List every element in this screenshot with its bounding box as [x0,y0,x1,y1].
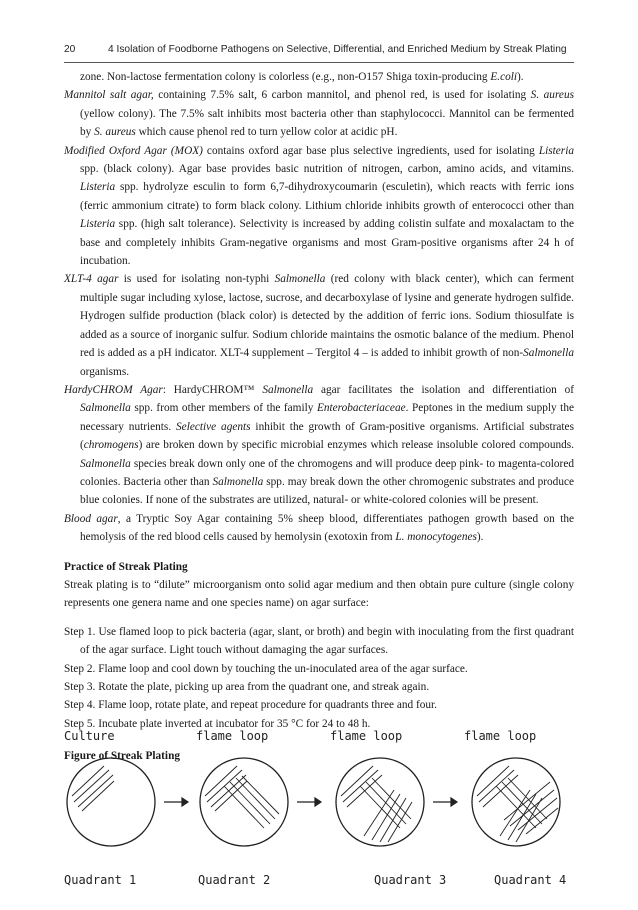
label-quadrant-2: Quadrant 2 [198,873,271,887]
label-quadrant-4: Quadrant 4 [494,873,567,887]
page-body [64,68,574,766]
plate-quadrant-4 [472,758,560,846]
paragraph-hardychrom: HardyCHROM Agar: HardyCHROM™ Salmonella agar facilitates the isolation and differentiation of Salmonella spp. from other members of the family Enterobacteriaceae. Peptones in the medium supply the necessary nutrients. Selective agents inhibit the growth of Gram-positive organisms. Artificial substrates (chromogens) are broken down by specific microbial enzymes which release insoluble colored compounds. Salmonella species break down only one of the chromogens and will produce deep pink- to magenta-colored colonies. Bacteria other than Salmonella spp. may break down the other chromogenic substrates and produce blue colonies. If none of the substrates are utilized, natural- or white-colored colonies will be present. [64,383,574,507]
plate-quadrant-2 [200,758,288,846]
paragraph-blood-agar: Blood agar, a Tryptic Soy Agar containing 5% sheep blood, differentiates pathogen growth based on the hemolysis of the red blood cells caused by hemolysin (exotoxin from L. monocytogenes). [64,512,574,544]
page-number: 20 [64,44,76,55]
streak-lines-q3 [341,766,412,842]
step-3: Step 3. Rotate the plate, picking up area from the quadrant one, and streak again. [64,681,430,693]
arrow-icon [433,798,457,806]
streak-plating-figure [64,728,574,888]
step-2: Step 2. Flame loop and cool down by touching the un-inoculated area of the agar surface. [64,662,468,675]
step-4: Step 4. Flame loop, rotate plate, and repeat procedure for quadrants three and four. [64,699,437,712]
label-flame-loop-1: flame loop [196,729,269,743]
practice-intro: Streak plating is to “dilute” microorganism onto solid agar medium and then obtain pure culture (single colony represents one genera name and one species name) on agar surface: [64,578,574,610]
arrow-icon [164,798,188,806]
plate-quadrant-1 [67,758,155,846]
label-culture: Culture [64,729,115,743]
running-header [64,44,574,60]
step-5: Step 5. Incubate plate inverted at incubator for 35 °C for 24 to 48 h. [64,717,371,730]
paragraph-mox: Modified Oxford Agar (MOX) contains oxford agar base plus selective ingredients, used for isolating Listeria spp. (black colony). Agar base provides basic nutrition of nitrogen, carbon, amino acids, and vitamins. Listeria spp. hydrolyze esculin to form 6,7-dihydroxycoumarin (esculetin), which reacts with ferric ions (ferric ammonium citrate) to form black colony. Lithium chloride inhibits growth of enterococci other than Listeria spp. (high salt tolerance). Selectivity is increased by adding colistin sulfate and moxalactam to the base and completely inhibits Gram-negative organisms and most Gram-positive organisms after 24 h of incubation. [64,144,574,268]
arrow-icon [297,798,321,806]
streak-lines-q2 [205,766,279,828]
plate-quadrant-3 [336,758,424,846]
label-quadrant-3: Quadrant 3 [374,873,447,887]
paragraph-xlt4: XLT-4 agar is used for isolating non-typhi Salmonella (red colony with black center), which can ferment multiple sugar including xylose, lactose, sucrose, and decarboxylase of lysine and generate hydrogen sulfide. Hydrogen sulfide production (black color) is detected by the addition of ferric ions. Sodium thiosulfate is added as a source of inorganic sulfur. Sodium chloride maintains the osmotic balance of the medium. Phenol red is added as a pH indicator. XLT-4 supplement – Tergitol 4 – is added to inhibit growth of non-Salmonella organisms. [64,273,574,378]
header-rule [64,62,574,63]
step-1: Step 1. Use flamed loop to pick bacteria (agar, slant, or broth) and begin with inoculating from the first quadrant of the agar surface. Light touch without damaging the agar surfaces. [64,625,574,657]
paragraph-mannitol-salt-agar: Mannitol salt agar, containing 7.5% salt, 6 carbon mannitol, and phenol red, is used for isolating S. aureus (yellow colony). The 7.5% salt inhibits most bacteria other than staphylococci. Mannitol can be fermented by S. aureus which cause phenol red to turn yellow color at acidic pH. [64,89,574,139]
paragraph-continuation: zone. Non-lactose fermentation colony is colorless (e.g., non-O157 Shiga toxin-producing E.coli). [80,71,524,83]
label-quadrant-1: Quadrant 1 [64,873,137,887]
label-flame-loop-2: flame loop [330,729,403,743]
streak-lines-q4 [477,766,558,842]
label-flame-loop-3: flame loop [464,729,537,743]
figure-heading: Figure of Streak Plating [64,750,180,763]
practice-heading: Practice of Streak Plating [64,560,188,573]
chapter-title: 4 Isolation of Foodborne Pathogens on Selective, Differential, and Enriched Medium by Streak Plating [108,44,567,55]
